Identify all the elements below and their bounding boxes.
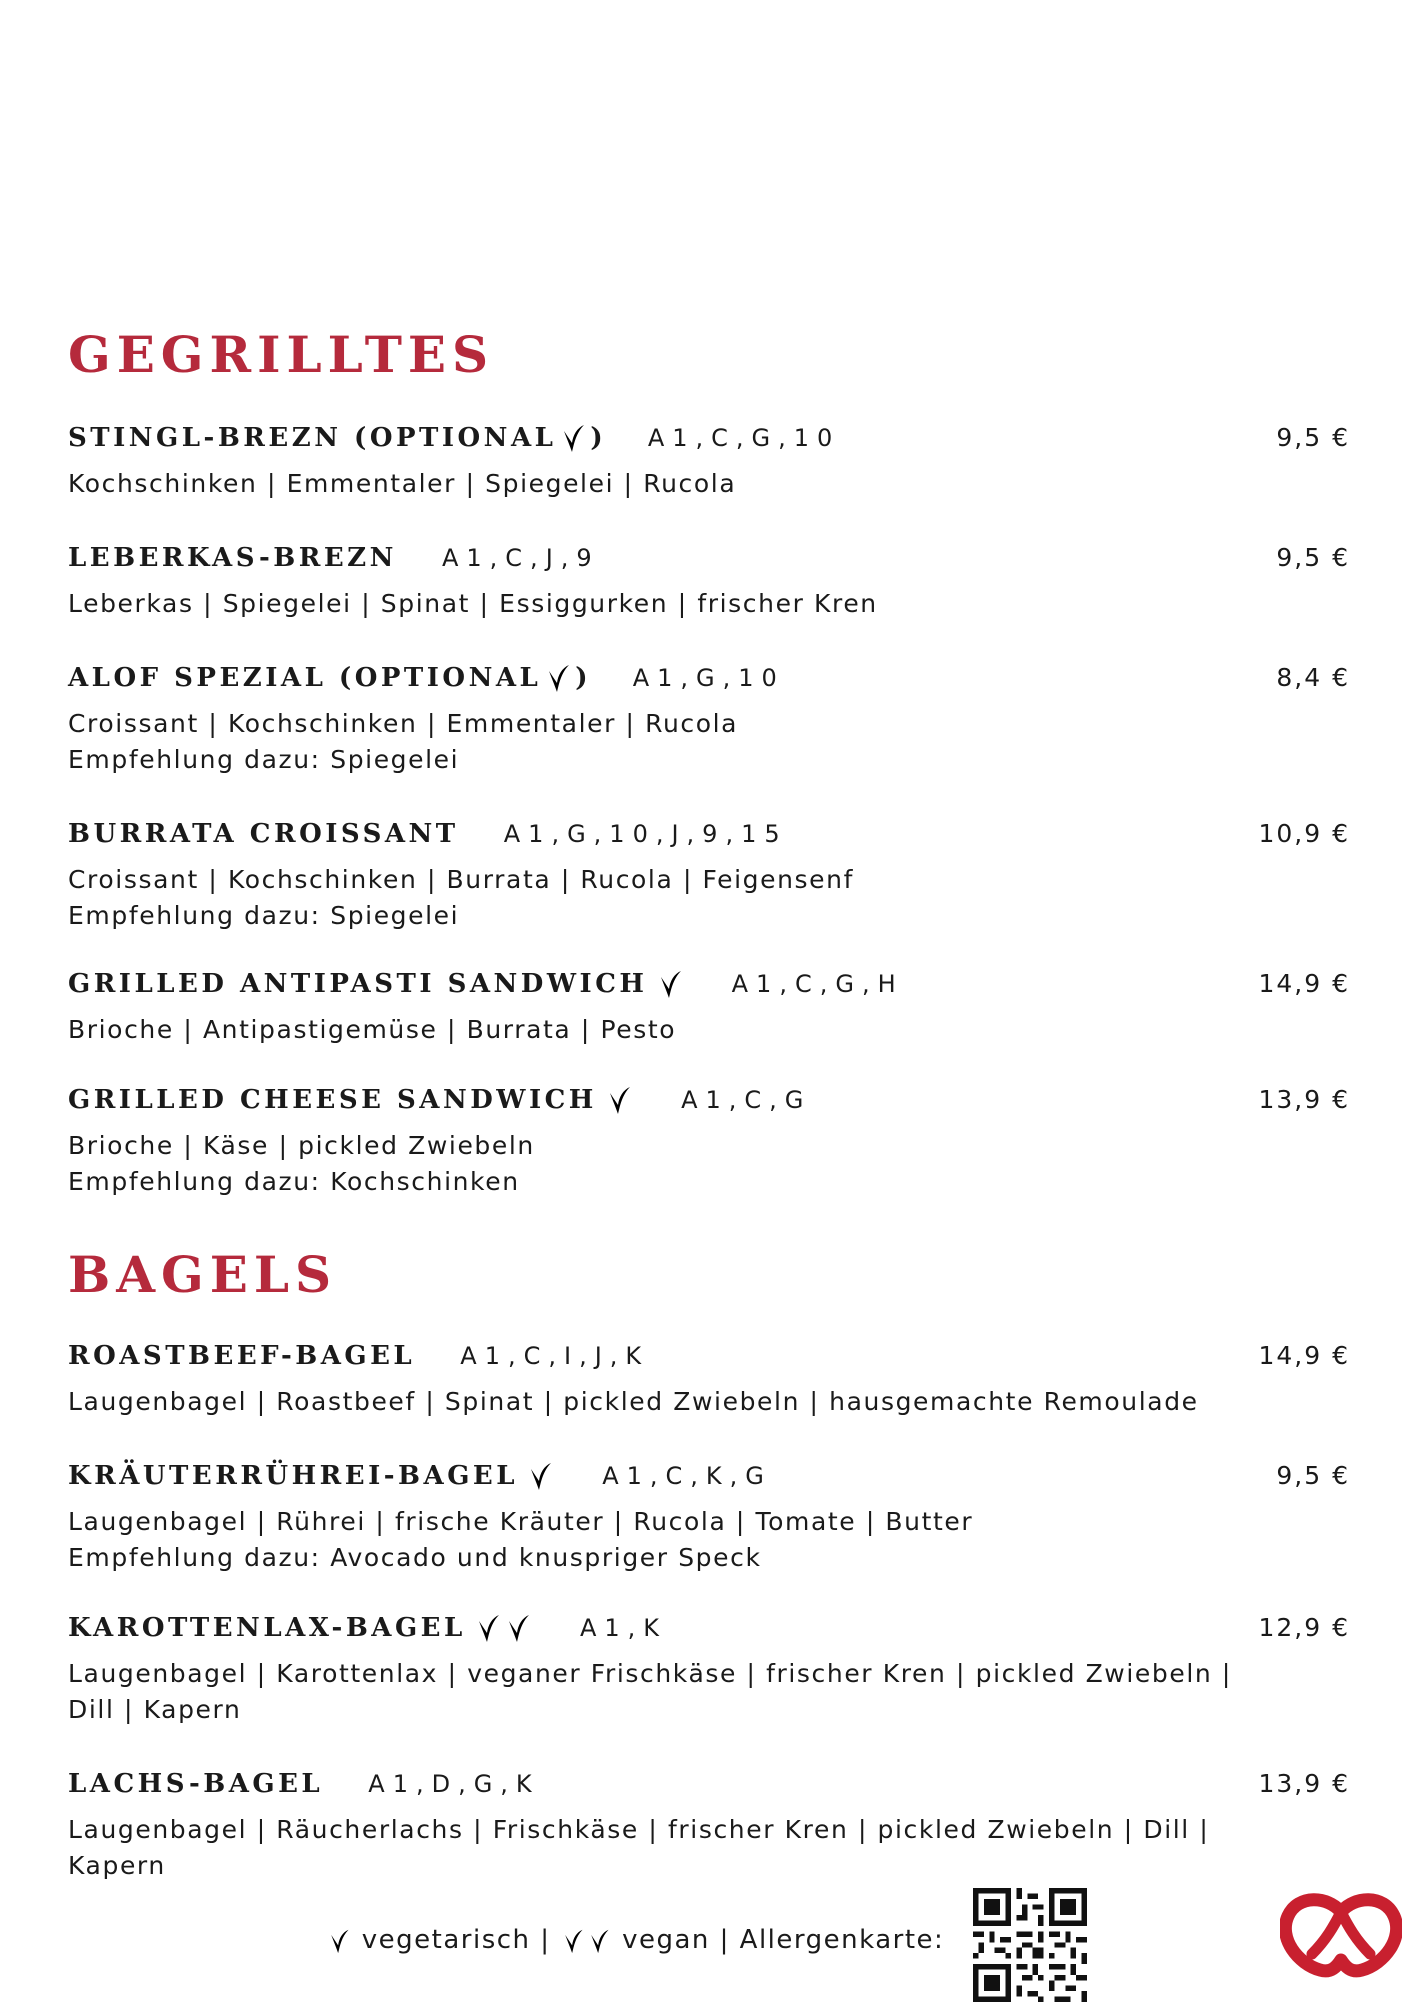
item-price: 12,9 € — [1258, 1613, 1350, 1642]
allergen-codes: A1,C,G — [681, 1086, 812, 1114]
item-description: Leberkas | Spiegelei | Spinat | Essiggurken | frischer Kren — [68, 589, 878, 618]
item-name: KRÄUTERRÜHREI-BAGEL — [68, 1461, 518, 1491]
menu-item-stingl-brezn: STINGL-BREZN (OPTIONAL ) A1,C,G,10 9,5 € Kochschinken | Emmentaler | Spiegelei | Rucola — [68, 418, 1350, 502]
vegan-icon — [473, 1611, 533, 1645]
footer — [68, 1912, 1350, 1972]
pretzel-logo-icon — [1280, 1892, 1402, 1992]
leaf-icon — [586, 1925, 612, 1957]
item-price: 9,5 € — [1276, 1461, 1350, 1490]
menu-item-karottenlax-bagel — [68, 1608, 1350, 1728]
item-price: 10,9 € — [1258, 819, 1350, 848]
vegetarian-icon — [604, 1083, 634, 1117]
item-description: Brioche | Käse | pickled Zwiebeln Empfehlung dazu: Kochschinken — [68, 1131, 535, 1196]
allergen-codes: A1,C,I,J,K — [460, 1342, 650, 1370]
leaf-icon — [525, 1459, 555, 1493]
qr-code-icon[interactable] — [973, 1888, 1087, 2002]
menu-page — [68, 0, 1350, 2000]
item-price: 9,5 € — [1276, 543, 1350, 572]
item-price: 14,9 € — [1258, 1341, 1350, 1370]
menu-item-kraeuterruehrei-bagel — [68, 1456, 1350, 1576]
item-name: GRILLED ANTIPASTI SANDWICH — [68, 969, 648, 999]
item-description: Kochschinken | Emmentaler | Spiegelei | Rucola — [68, 469, 737, 498]
allergen-codes: A1,C,G,10 — [647, 424, 841, 452]
item-name: GRILLED CHEESE SANDWICH — [68, 1085, 597, 1115]
item-price: 13,9 € — [1258, 1085, 1350, 1114]
item-name: STINGL-BREZN (OPTIONAL — [68, 423, 557, 453]
item-name: ROASTBEEF-BAGEL — [68, 1341, 416, 1371]
leaf-icon — [558, 421, 588, 455]
menu-item-burrata-croissant — [68, 814, 1350, 934]
menu-item-lachs-bagel — [68, 1764, 1350, 1884]
leaf-icon — [473, 1611, 503, 1645]
item-name: ALOF SPEZIAL (OPTIONAL — [68, 663, 542, 693]
item-name: LEBERKAS-BREZN — [68, 543, 397, 573]
item-description: Brioche | Antipastigemüse | Burrata | Pesto — [68, 1015, 677, 1044]
menu-item-alof-spezial: ALOF SPEZIAL (OPTIONAL ) A1,G,10 8,4 € Croissant | Kochschinken | Emmentaler | Rucola Empfehlung dazu: Spiegelei — [68, 658, 1350, 778]
vegetarian-icon — [655, 967, 685, 1001]
allergen-codes: A1,G,10,J,9,15 — [503, 820, 788, 848]
allergen-codes: A1,C,G,H — [731, 970, 904, 998]
item-name: KAROTTENLAX-BAGEL — [68, 1613, 466, 1643]
vegetarian-icon — [525, 1459, 555, 1493]
menu-item-grilled-antipasti-sandwich — [68, 964, 1350, 1048]
leaf-icon — [326, 1925, 352, 1957]
allergen-codes: A1,G,10 — [632, 664, 785, 692]
item-price: 8,4 € — [1276, 663, 1350, 692]
item-description: Laugenbagel | Rührei | frische Kräuter | Rucola | Tomate | Butter Empfehlung dazu: Avocado und knuspriger Speck — [68, 1507, 974, 1572]
vegetarian-icon — [558, 421, 588, 455]
allergen-codes: A1,D,G,K — [368, 1770, 540, 1798]
item-price: 9,5 € — [1276, 423, 1350, 452]
item-description: Laugenbagel | Karottenlax | veganer Frischkäse | frischer Kren | pickled Zwiebeln | Dill | Kapern — [68, 1659, 1232, 1724]
diet-legend — [326, 1918, 944, 1962]
leaf-icon — [604, 1083, 634, 1117]
allergen-codes: A1,C,K,G — [602, 1462, 772, 1490]
allergen-codes: A1,C,J,9 — [441, 544, 600, 572]
item-description: Laugenbagel | Räucherlachs | Frischkäse | frischer Kren | pickled Zwiebeln | Dill | Kapern — [68, 1815, 1210, 1880]
menu-item-roastbeef-bagel — [68, 1336, 1350, 1420]
item-price: 13,9 € — [1258, 1769, 1350, 1798]
menu-item-grilled-cheese-sandwich — [68, 1080, 1350, 1200]
menu-item-leberkas-brezn — [68, 538, 1350, 622]
item-description: Croissant | Kochschinken | Emmentaler | Rucola Empfehlung dazu: Spiegelei — [68, 709, 739, 774]
item-description: Laugenbagel | Roastbeef | Spinat | pickled Zwiebeln | hausgemachte Remoulade — [68, 1387, 1199, 1416]
item-description: Croissant | Kochschinken | Burrata | Rucola | Feigensenf Empfehlung dazu: Spiegelei — [68, 865, 854, 930]
item-name: LACHS-BAGEL — [68, 1769, 324, 1799]
item-price: 14,9 € — [1258, 969, 1350, 998]
item-name: BURRATA CROISSANT — [68, 819, 459, 849]
vegetarian-icon — [543, 661, 573, 695]
leaf-icon — [655, 967, 685, 1001]
allergen-codes: A1,K — [579, 1614, 668, 1642]
section-title-gegrilltes: GEGRILLTES — [68, 325, 495, 384]
leaf-icon — [560, 1925, 586, 1957]
leaf-icon — [503, 1611, 533, 1645]
legend-vegetarian: vegetarisch | — [361, 1925, 551, 1955]
legend-vegan-allergen: vegan | Allergenkarte: — [622, 1925, 945, 1955]
section-title-bagels: BAGELS — [68, 1245, 338, 1304]
leaf-icon — [543, 661, 573, 695]
